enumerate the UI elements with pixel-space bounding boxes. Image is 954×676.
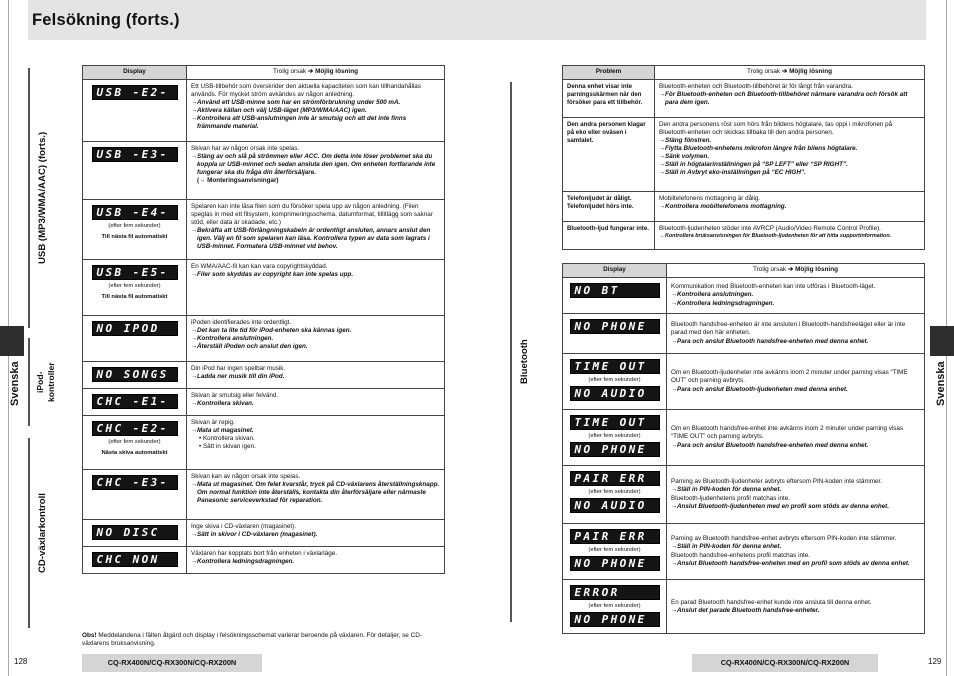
solution-text: → Kontrollera bruksanvisningen för Bluetooth-ljudenheten för att hitta supportinformation.	[659, 233, 920, 240]
solution-text: → Para och anslut Bluetooth handsfree-enheten med denna enhet.	[671, 338, 920, 346]
solution-text: → Kontrollera anslutningen.	[191, 335, 440, 343]
display-cell	[83, 142, 187, 200]
display-note: (efter fem sekunder)	[108, 439, 161, 445]
cause-solution-cell	[187, 200, 445, 260]
arrow-right-icon: ➔	[307, 68, 314, 76]
solution-text: → Kontrollera att USB-anslutningen inte är smutsig och att det inte finns främmande material.	[191, 115, 440, 131]
display-cell	[83, 547, 187, 574]
solution-text: → Återställ iPoden och anslut den igen.	[191, 343, 440, 351]
display-note: (efter fem sekunder)	[588, 603, 641, 609]
display-cell	[83, 260, 187, 316]
lcd-display: NO IPOD	[92, 321, 178, 336]
cause-solution-cell	[655, 222, 925, 250]
display-cell	[563, 410, 667, 466]
problem-cell: Bluetooth-ljud fungerar inte.	[563, 222, 655, 250]
lcd-display: CHC -E3-	[92, 475, 178, 490]
cause-solution-cell	[187, 520, 445, 547]
model-footer-right: CQ-RX400N/CQ-RX300N/CQ-RX200N	[692, 654, 878, 672]
table-row	[83, 316, 445, 362]
table-row	[563, 524, 925, 580]
cause-text: iPoden identifierades inte ordentligt.	[191, 319, 292, 326]
solution-text: → Anslut Bluetooth handsfree-enheten med en profil som stöds av denna enhet.	[671, 560, 920, 568]
section-bar-cd	[28, 438, 64, 628]
table-row	[83, 260, 445, 316]
display-cell	[563, 278, 667, 314]
cause-text: Skivan kan av någon orsak inte spelas.	[191, 473, 301, 480]
cause-solution-cell	[187, 142, 445, 200]
arrow-right-icon: ➔	[781, 68, 788, 76]
problem-cell: Den andra personen klagar på eko eller oväsen i samtalet.	[563, 118, 655, 192]
display-note: Nästa skiva automatiskt	[101, 450, 168, 457]
cause-text: Ett USB-tillbehör som överskrider den aktuella kapaciteten som kan tillhandahållas används. För mycket ström avkändes av någon anledning.	[191, 83, 421, 99]
display-cell	[563, 580, 667, 634]
table-header-row	[563, 264, 925, 278]
cause-text: Din iPod har ingen spelbar musik.	[191, 365, 286, 372]
lcd-display: PAIR ERR	[570, 471, 660, 486]
table-row	[563, 410, 925, 466]
cause-text: Mobiltelefonens mottagning är dålig.	[659, 195, 761, 202]
solution-text: → Det kan ta lite tid för iPod-enheten ska kännas igen.	[191, 327, 440, 335]
arrow-right-icon: ➔	[787, 266, 794, 274]
display-note: Till nästa fil automatiskt	[101, 234, 168, 241]
solution-text: → Använd ett USB-minne som har en strömförbrukning under 500 mA.	[191, 99, 440, 107]
solution-text: → Sätt in skivor i CD-växlaren (magasinet).	[191, 531, 440, 539]
solution-text: → Stäng fönstren.	[659, 137, 920, 145]
display-note: (efter fem sekunder)	[588, 547, 641, 553]
display-note: Till nästa fil automatiskt	[101, 294, 168, 301]
table-row	[83, 547, 445, 574]
lcd-display: NO SONGS	[92, 367, 178, 382]
table-row	[563, 80, 925, 118]
solution-text: → Ställ in högtalarinställningen på “SP LEFT” eller “SP RIGHT”.	[659, 161, 920, 169]
display-cell	[83, 389, 187, 416]
cause-text: Om en Bluetooth handsfree-enhet inte avkänns inom 2 minuter under parning visas “TIME OUT” och parning avbryts.	[671, 425, 904, 441]
cause-solution-cell	[667, 354, 925, 410]
cause-solution-cell	[667, 466, 925, 524]
footnote	[82, 632, 444, 648]
section-bar-ipod	[28, 338, 64, 426]
lcd-display: TIME OUT	[570, 415, 660, 430]
column-header-display: Display	[563, 264, 667, 278]
display-cell	[83, 416, 187, 470]
section-bar-bluetooth	[510, 82, 546, 622]
cause-text: Skivan är smutsig eller felvänd.	[191, 392, 279, 399]
bullet-item: • Kontrollera skivan.	[191, 435, 440, 443]
problem-cell: Telefonljudet är dåligt. Telefonljudet hörs inte.	[563, 192, 655, 222]
cause-text: Bluetooth-enheten och Bluetooth-tillbehöret är för långt från varandra.	[659, 83, 853, 90]
column-header-problem: Problem	[563, 66, 655, 80]
section-bar-usb	[28, 68, 64, 328]
cause-text: Parning av Bluetooth-ljudenheter avbryts eftersom PIN-koden inte stämmer.	[671, 478, 883, 486]
page-title: Felsökning (forts.)	[32, 11, 180, 29]
cause-solution-cell	[187, 80, 445, 142]
display-cell	[83, 80, 187, 142]
cause-solution-cell	[187, 260, 445, 316]
table-row	[83, 470, 445, 520]
lcd-display: NO PHONE	[570, 442, 660, 457]
table-row	[83, 80, 445, 142]
cause-solution-cell	[667, 410, 925, 466]
section-label-ipod: iPod-kontroller	[35, 362, 56, 402]
display-note: (efter fem sekunder)	[108, 283, 161, 289]
solution-text: → Ställ in PIN-koden för denna enhet.	[671, 486, 920, 494]
solution-text: → Ställ in PIN-koden för denna enhet.	[671, 543, 920, 551]
cause-text: Skivan har av någon orsak inte spelas.	[191, 145, 300, 152]
solution-text: → Kontrollera ledningsdragningen.	[671, 300, 920, 308]
table-row	[563, 118, 925, 192]
footnote-text: Meddelandena i fälten åtgärd och display i felsökningsschemat varierar beroende på växlaren. För detaljer, se CD-växlarens bruksanvisning.	[82, 632, 422, 648]
table-row	[563, 222, 925, 250]
solution-text: → Ladda ner musik till din iPod.	[191, 373, 440, 381]
table-row	[563, 580, 925, 634]
page-header	[28, 0, 926, 40]
lcd-display: NO BT	[570, 283, 660, 298]
table-row	[83, 200, 445, 260]
cause-solution-cell	[667, 278, 925, 314]
language-tab-right	[930, 326, 954, 356]
lcd-display: NO AUDIO	[570, 386, 660, 401]
lcd-display: USB -E5-	[92, 265, 178, 280]
bluetooth-problem-table	[562, 65, 925, 250]
display-cell	[563, 466, 667, 524]
table-row	[83, 520, 445, 547]
section-label-bluetooth: Bluetooth	[519, 339, 530, 385]
page-number-right: 129	[928, 657, 942, 666]
cause-text: Skivan är repig.	[191, 419, 235, 426]
solution-text: → Anslut Bluetooth-ljudenheten med en profil som stöds av denna enhet.	[671, 503, 920, 511]
solution-text: → Ställ in Avbryt eko-inställningen på “EC HIGH”.	[659, 169, 920, 177]
lcd-display: NO AUDIO	[570, 498, 660, 513]
solution-text: → Anslut det parade Bluetooth handsfree-enheter.	[671, 607, 920, 615]
lcd-display: USB -E2-	[92, 85, 178, 100]
lcd-display: TIME OUT	[570, 359, 660, 374]
display-cell	[83, 362, 187, 389]
bluetooth-display-table	[562, 263, 925, 634]
cause-solution-cell	[187, 470, 445, 520]
cause-text: Parning av Bluetooth handsfree-enhet avbryts eftersom PIN-koden inte stämmer.	[671, 535, 897, 543]
cause-solution-cell	[187, 389, 445, 416]
section-label-cd: CD-växlarkontroll	[37, 493, 48, 573]
cause-text: Växlaren har kopplats bort från enheten i växlarläge.	[191, 550, 337, 557]
solution-text: → Kontrollera ledningsdragningen.	[191, 558, 440, 566]
cause-solution-cell	[655, 192, 925, 222]
cause-solution-cell	[187, 416, 445, 470]
table-row	[563, 354, 925, 410]
language-label-left: Svenska	[9, 361, 21, 406]
lcd-display: ERROR	[570, 585, 660, 600]
column-header-cause: Trolig orsak	[746, 68, 781, 76]
display-cell	[83, 470, 187, 520]
table-row	[83, 142, 445, 200]
cause-text: Inge skiva i CD-växlaren (magasinet).	[191, 523, 296, 530]
lcd-display: NO PHONE	[570, 319, 660, 334]
display-cell	[563, 354, 667, 410]
table-header-row	[563, 66, 925, 80]
cause-text: Spelaren kan inte läsa filen som du försöker spela upp av någon anledning. (Filen speglas in med ett filsystem, komprimeringsschema, datumformat, tillitlägg som saknar stöd, eller data är skadade, etc.)	[191, 203, 433, 227]
column-header-solution: Möjlig lösning	[789, 68, 833, 76]
table-header-row	[83, 66, 445, 80]
cause-solution-cell	[187, 362, 445, 389]
lcd-display: CHC -E2-	[92, 421, 178, 436]
lcd-display: PAIR ERR	[570, 529, 660, 544]
solution-text: → Kontrollera anslutningen.	[671, 291, 920, 299]
solution-text: → Mata ut magasinet. Om felet kvarstår, tryck på CD-växlarens återställningsknapp. Om normal funktion inte återställs, kontakta din återförsäljare eller närmaste Panasonic serviceverkstad för reparation.	[191, 481, 440, 505]
cause-text: Kommunikation med Bluetooth-enheten kan inte utföras i Bluetooth-läget.	[671, 283, 876, 291]
cause-solution-cell	[187, 316, 445, 362]
column-header-solution: Möjlig lösning	[795, 266, 839, 274]
cause-text: Bluetooth-ljudenheten stöder inte AVRCP (Audio/Video Remote Control Profile).	[659, 225, 881, 232]
cause-text: Bluetooth handsfree-enheten är inte ansluten i Bluetooth-handsfreeläget eller är inte parad med den här enheten.	[671, 321, 906, 337]
cause-text: Om en Bluetooth-ljudenheter inte avkänns inom 2 minuter under parning visas “TIME OUT” och parning avbryts.	[671, 369, 908, 385]
display-cell	[83, 200, 187, 260]
solution-text: → Kontrollera mobiltelefonens mottagning.	[659, 203, 920, 211]
display-note: (efter fem sekunder)	[588, 377, 641, 383]
solution-text: → Mata ut magasinet.	[191, 427, 440, 435]
solution-text: → För Bluetooth-enheten och Bluetooth-tillbehöret närmare varandra och försök att para dem igen.	[659, 91, 920, 107]
solution-text: → Para och anslut Bluetooth-ljudenheten med denna enhet.	[671, 386, 920, 394]
lcd-display: CHC NON	[92, 552, 178, 567]
display-note: (efter fem sekunder)	[108, 223, 161, 229]
table-row	[563, 466, 925, 524]
solution-text: → Kontrollera skivan.	[191, 400, 440, 408]
footnote-label: Obs!	[82, 632, 97, 639]
usb-ipod-cd-troubleshooting-table	[82, 65, 445, 574]
lcd-display: NO PHONE	[570, 612, 660, 627]
display-note: (efter fem sekunder)	[588, 489, 641, 495]
section-label-usb: USB (MP3/WMA/AAC) (forts.)	[37, 131, 48, 265]
table-row	[83, 389, 445, 416]
table-row	[563, 192, 925, 222]
cause-text: Bluetooth-ljudenhetens profil matchas inte.	[671, 494, 791, 502]
bullet-item: • Sätt in skivan igen.	[191, 443, 440, 451]
column-header-cause: Trolig orsak	[272, 68, 307, 76]
cause-text: En parad Bluetooth handsfree-enhet kunde inte ansluta till denna enhet.	[671, 598, 872, 606]
column-header-cause-solution	[187, 66, 445, 80]
lcd-display: NO DISC	[92, 525, 178, 540]
lcd-display: USB -E4-	[92, 205, 178, 220]
display-cell	[563, 314, 667, 354]
table-row	[563, 278, 925, 314]
cause-solution-cell	[655, 80, 925, 118]
solution-text: → Filer som skyddas av copyright kan inte spelas upp.	[191, 271, 440, 279]
column-header-cause-solution	[667, 264, 925, 278]
problem-cell: Denna enhet visar inte parningsskärmen när den försöker para ett tillbehör.	[563, 80, 655, 118]
display-cell	[83, 520, 187, 547]
table-row	[83, 362, 445, 389]
cause-text: Bluetooth handsfree-enhetens profil matchas inte.	[671, 551, 810, 559]
cause-text: Den andra personens röst som hörs från bildens högtalare, tas oppi i mikrofonen på Bluetooth-enheten och skickas tillbaka till den andra personen.	[659, 121, 893, 137]
cause-solution-cell	[667, 524, 925, 580]
display-cell	[563, 524, 667, 580]
cause-text: En WMA/AAC-fil kan kan vara copyrightskyddad.	[191, 263, 328, 270]
table-row	[563, 314, 925, 354]
solution-text: → Aktivera källan och välj USB-läget (MP3/WMA/AAC) igen.	[191, 107, 440, 115]
display-cell	[83, 316, 187, 362]
lcd-display: NO PHONE	[570, 556, 660, 571]
language-label-right: Svenska	[935, 361, 947, 406]
reference-text: (→ Monteringsanvisningar)	[197, 177, 279, 185]
cause-solution-cell	[667, 314, 925, 354]
table-row	[83, 416, 445, 470]
column-header-cause-solution	[655, 66, 925, 80]
display-note: (efter fem sekunder)	[588, 433, 641, 439]
solution-text: → Bekräfta att USB-förlängningskabeln är ordentligt ansluten, annars anslut den igen. Välj en fil som spelaren kan läsa. Kontrollera typen av data som lagrats i USB-minnet. Formatera USB-minnet vid behov.	[191, 227, 440, 251]
cause-solution-cell	[667, 580, 925, 634]
model-footer-left: CQ-RX400N/CQ-RX300N/CQ-RX200N	[82, 654, 262, 672]
column-header-solution: Möjlig lösning	[315, 68, 359, 76]
solution-text: → Sänk volymen.	[659, 153, 920, 161]
column-header-cause: Trolig orsak	[752, 266, 787, 274]
solution-text: → Flytta Bluetooth-enhetens mikrofon längre från bilens högtalare.	[659, 145, 920, 153]
solution-text: → Stäng av och slå på strömmen eller ACC. Om detta inte löser problemet ska du koppla ur USB-minnet och sedan ansluta den igen. Om enheten fortfarande inte fungerar ska du fråga din återförsäljare.	[191, 153, 440, 177]
lcd-display: USB -E3-	[92, 147, 178, 162]
column-header-display: Display	[83, 66, 187, 80]
lcd-display: CHC -E1-	[92, 394, 178, 409]
language-tab-left	[0, 326, 24, 356]
cause-solution-cell	[655, 118, 925, 192]
solution-text: → Para och anslut Bluetooth handsfree-enheten med denna enhet.	[671, 442, 920, 450]
page-number-left: 128	[14, 657, 28, 666]
cause-solution-cell	[187, 547, 445, 574]
